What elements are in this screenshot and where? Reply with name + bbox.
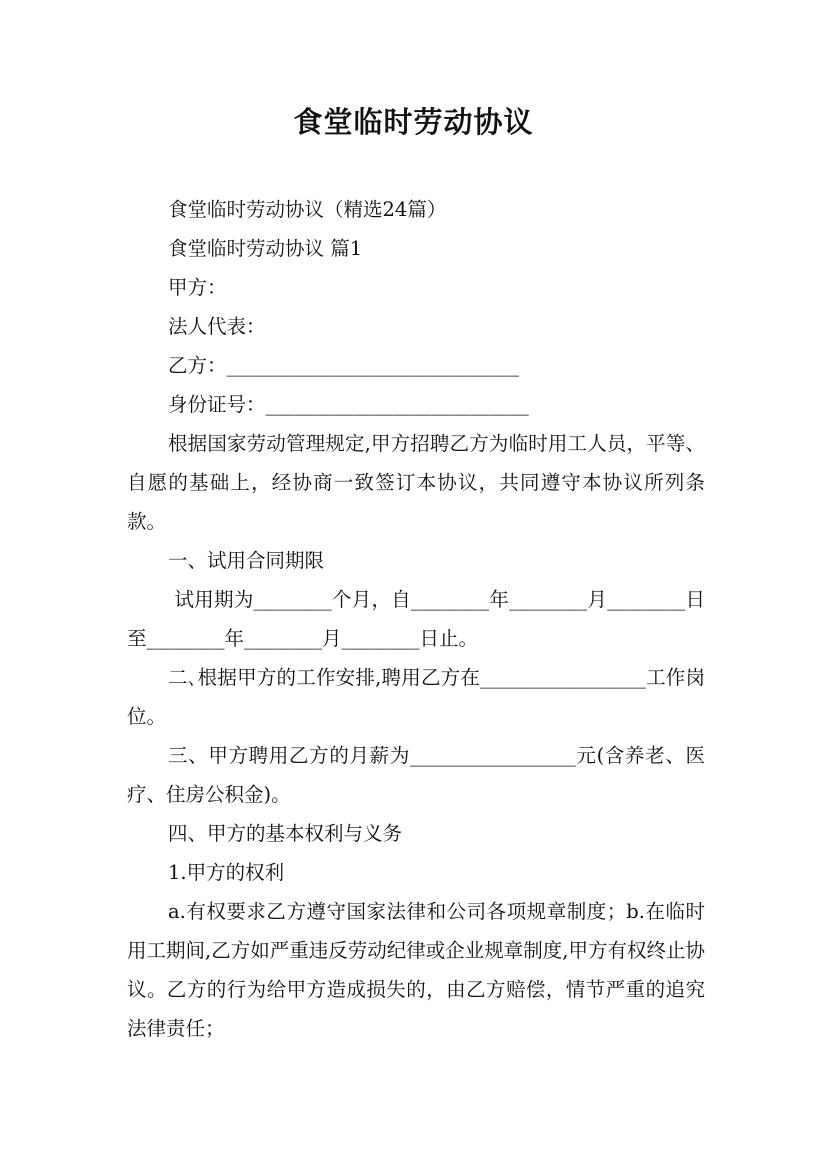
document-body	[127, 190, 705, 1048]
clause-3-salary-text: 三、甲方聘用乙方的月薪为_________________元(含养老、医疗、住房公积金)。	[127, 744, 705, 806]
clause-1-heading: 一、试用合同期限	[168, 549, 325, 572]
clause-1-probation-text: 试用期为________个月，自________年________月________日至________年________月________日止。	[127, 588, 705, 650]
paragraph-preamble: 根据国家劳动管理规定,甲方招聘乙方为临时用工人员，平等、自愿的基础上，经协商一致签订本协议，共同遵守本协议所列条款。	[127, 432, 705, 533]
paragraph-subtitle: 食堂临时劳动协议（精选24篇）	[168, 198, 447, 221]
clause-4-heading: 四、甲方的基本权利与义务	[168, 822, 403, 845]
paragraph-section-heading: 食堂临时劳动协议 篇1	[168, 237, 363, 260]
document-title: 食堂临时劳动协议	[293, 105, 534, 139]
clause-4-1-heading: 1.甲方的权利	[168, 861, 285, 884]
id-number-line: 身份证号：___________________________	[168, 393, 529, 416]
party-b-line: 乙方：______________________________	[168, 354, 520, 377]
legal-representative-line: 法人代表：	[168, 315, 266, 338]
clause-4-1-rights-text: a.有权要求乙方遵守国家法律和公司各项规章制度；b.在临时用工期间,乙方如严重违反劳动纪律或企业规章制度,甲方有权终止协议。乙方的行为给甲方造成损失的，由乙方赔偿，情节严重的追究法律责任；	[127, 900, 705, 1040]
party-a-line: 甲方：	[168, 276, 227, 299]
clause-2-position-text: 二､根据甲方的工作安排,聘用乙方在_________________工作岗位。	[127, 666, 705, 728]
